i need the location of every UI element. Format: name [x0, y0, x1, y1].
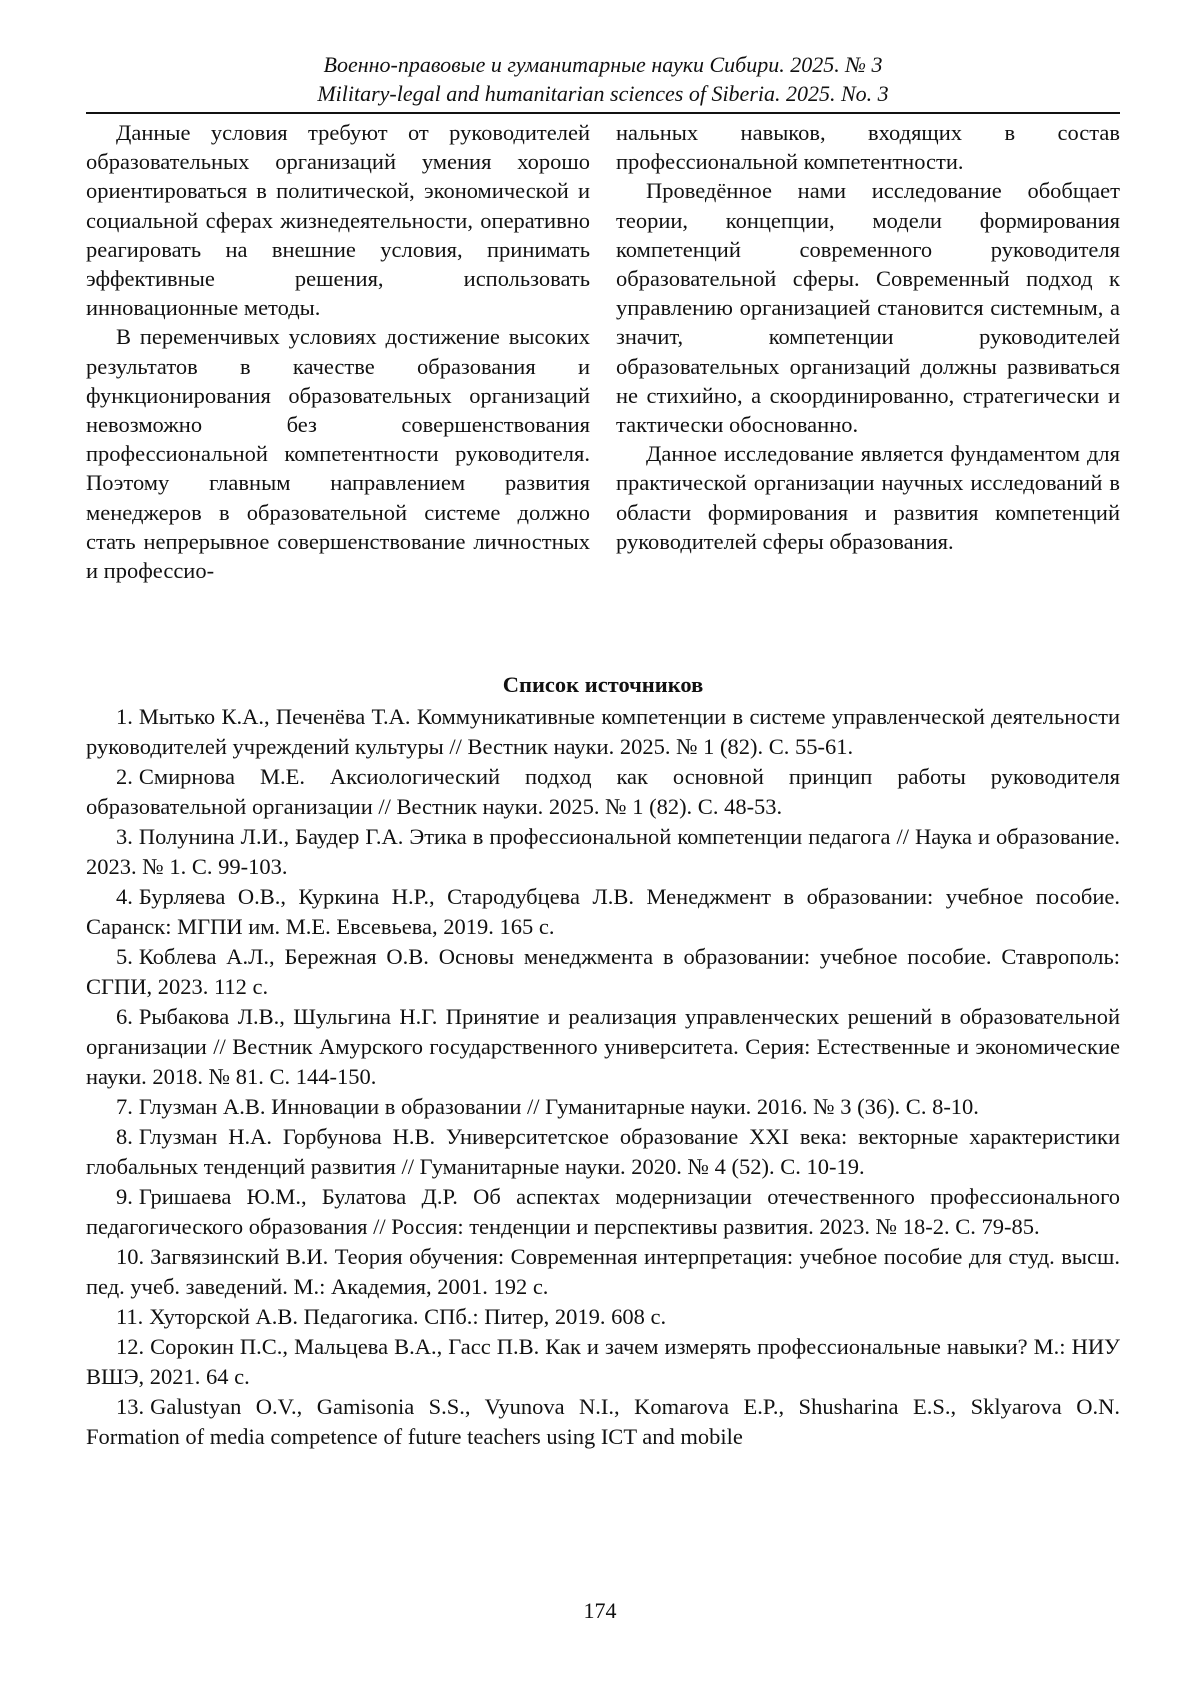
reference-item: [86, 1392, 1120, 1452]
reference-number: 6.: [116, 1004, 133, 1029]
reference-number: 3.: [116, 824, 133, 849]
reference-text: Мытько К.А., Печенёва Т.А. Коммуникативные компетенции в системе управленческой деятельности руководителей учреждений культуры // Вестник науки. 2025. № 1 (82). С. 55-61.: [86, 704, 1120, 759]
reference-item: [86, 882, 1120, 942]
reference-number: 9.: [116, 1184, 133, 1209]
reference-item: [86, 762, 1120, 822]
reference-text: Глузман А.В. Инновации в образовании // Гуманитарные науки. 2016. № 3 (36). С. 8-10.: [138, 1094, 979, 1119]
header-rule: [86, 112, 1120, 114]
reference-item: [86, 1332, 1120, 1392]
reference-text: Коблева А.Л., Бережная О.В. Основы менеджмента в образовании: учебное пособие. Ставрополь: СГПИ, 2023. 112 с.: [86, 944, 1120, 999]
left-column: [86, 118, 590, 585]
paragraph: Проведённое нами исследование обобщает теории, концепции, модели формирования компетенций современного руководителя образовательной сферы. Современный подход к управлению организацией становится системным, а значит, компетенции руководителей образовательных организаций должны развиваться не стихийно, а скоординированно, стратегически и тактически обоснованно.: [616, 178, 1120, 438]
reference-text: Рыбакова Л.В., Шульгина Н.Г. Принятие и реализация управленческих решений в образовательной организации // Вестник Амурского государственного университета. Серия: Естественные и экономические науки. 2018. № 81. С. 144-150.: [86, 1004, 1120, 1089]
running-header: [86, 50, 1120, 108]
reference-text: Сорокин П.С., Мальцева В.А., Гасс П.В. Как и зачем измерять профессиональные навыки? М.: НИУ ВШЭ, 2021. 64 с.: [86, 1334, 1120, 1389]
reference-text: Глузман Н.А. Горбунова Н.В. Университетское образование XXI века: векторные характеристики глобальных тенденций развития // Гуманитарные науки. 2020. № 4 (52). С. 10-19.: [86, 1124, 1120, 1179]
reference-text: Хуторской А.В. Педагогика. СПб.: Питер, 2019. 608 с.: [149, 1304, 667, 1329]
paragraph-continued: нальных навыков, входящих в состав профессиональной компетентности.: [616, 120, 1120, 175]
reference-text: Galustyan O.V., Gamisonia S.S., Vyunova N.I., Komarova E.P., Shusharina E.S., Sklyarova O.N. Formation of media competence of future teachers using ICT and mobile: [86, 1394, 1120, 1449]
reference-number: 1.: [116, 704, 133, 729]
body-columns: [86, 118, 1120, 585]
reference-item: [86, 702, 1120, 762]
reference-item: [86, 1092, 1120, 1122]
journal-title-ru: Военно-правовые и гуманитарные науки Сибири. 2025. № 3: [323, 52, 883, 77]
reference-number: 13.: [116, 1394, 145, 1419]
reference-item: [86, 1002, 1120, 1092]
reference-text: Бурляева О.В., Куркина Н.Р., Стародубцева Л.В. Менеджмент в образовании: учебное пособие. Саранск: МГПИ им. М.Е. Евсевьева, 2019. 165 с.: [86, 884, 1120, 939]
journal-title-en: Military-legal and humanitarian sciences of Siberia. 2025. No. 3: [317, 81, 889, 106]
reference-number: 11.: [116, 1304, 144, 1329]
paragraph: В переменчивых условиях достижение высоких результатов в качестве образования и функционирования образовательных организаций невозможно без совершенствования профессиональной компетентности руководителя. Поэтому главным направлением развития менеджеров в образовательной системе должно стать непрерывное совершенствование личностных и профессио-: [86, 324, 590, 584]
references-title: Список источников: [502, 672, 704, 697]
reference-number: 10.: [116, 1244, 145, 1269]
reference-item: [86, 1122, 1120, 1182]
reference-number: 5.: [116, 944, 133, 969]
references-list: [86, 702, 1120, 1452]
paragraph: Данные условия требуют от руководителей образовательных организаций умения хорошо ориентироваться в политической, экономической и социальной сферах жизнедеятельности, оперативно реагировать на внешние условия, принимать эффективные решения, использовать инновационные методы.: [86, 120, 590, 321]
reference-item: [86, 1182, 1120, 1242]
paragraph: Данное исследование является фундаментом для практической организации научных исследований в области формирования и развития компетенций руководителей сферы образования.: [616, 441, 1120, 554]
reference-number: 12.: [116, 1334, 145, 1359]
reference-number: 4.: [116, 884, 133, 909]
reference-text: Смирнова М.Е. Аксиологический подход как основной принцип работы руководителя образовательной организации // Вестник науки. 2025. № 1 (82). С. 48-53.: [86, 764, 1120, 819]
reference-text: Полунина Л.И., Баудер Г.А. Этика в профессиональной компетенции педагога // Наука и образование. 2023. № 1. С. 99-103.: [86, 824, 1120, 879]
reference-text: Загвязинский В.И. Теория обучения: Современная интерпретация: учебное пособие для студ. высш. пед. учеб. заведений. М.: Академия, 2001. 192 с.: [86, 1244, 1120, 1299]
reference-item: [86, 1302, 1120, 1332]
right-column: [616, 118, 1120, 585]
page-number: 174: [583, 1598, 617, 1623]
reference-number: 8.: [116, 1124, 133, 1149]
reference-item: [86, 942, 1120, 1002]
reference-number: 2.: [116, 764, 133, 789]
reference-number: 7.: [116, 1094, 133, 1119]
reference-text: Гришаева Ю.М., Булатова Д.Р. Об аспектах модернизации отечественного профессионального педагогического образования // Россия: тенденции и перспективы развития. 2023. № 18-2. С. 79-85.: [86, 1184, 1120, 1239]
reference-item: [86, 1242, 1120, 1302]
references-section: [86, 670, 1120, 1452]
reference-item: [86, 822, 1120, 882]
